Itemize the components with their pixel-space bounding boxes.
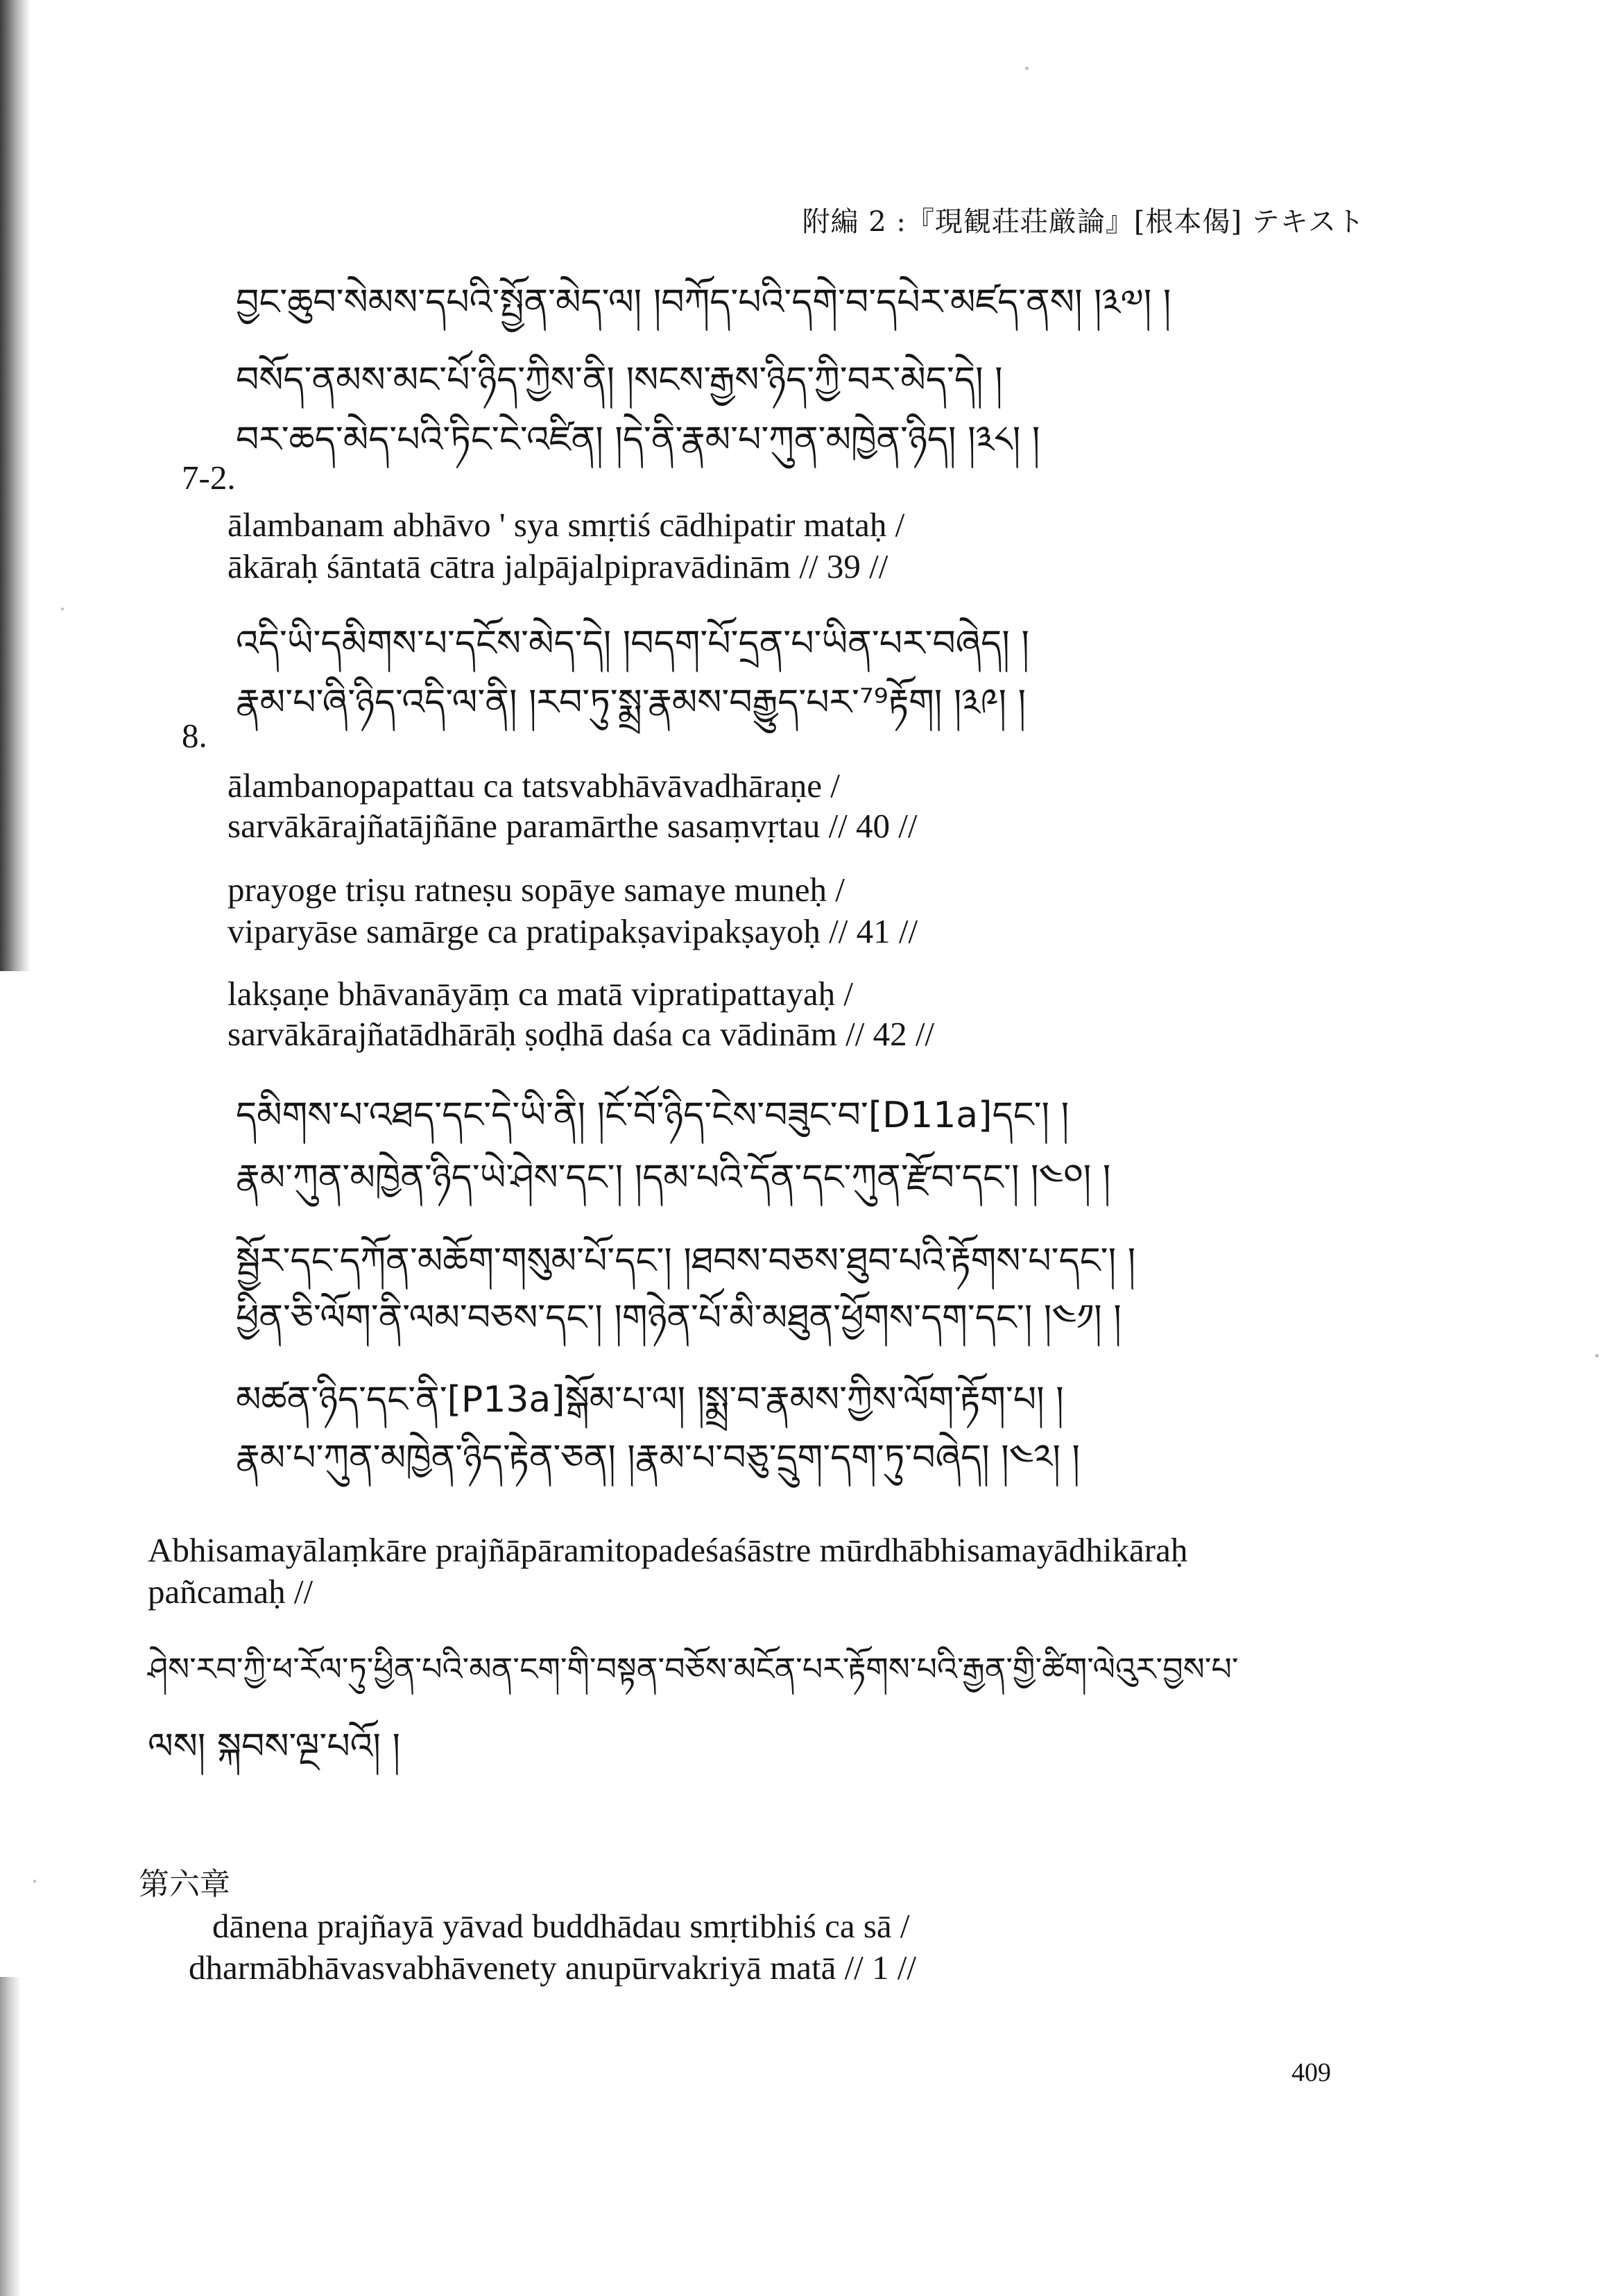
- tibetan-line: ཕྱིན་ཅི་ལོག་ནི་ལམ་བཅས་དང་། །གཉེན་པོ་མི་མཐུན་ཕྱོགས་དག་དང་། །༤༡། །: [236, 1297, 1122, 1339]
- sanskrit-line: viparyāse samārge ca pratipakṣavipakṣayoḥ // 41 //: [227, 912, 918, 950]
- colophon-sanskrit-line: Abhisamayālaṃkāre prajñāpāramitopadeśaśāstre mūrdhābhisamayādhikāraḥ: [148, 1531, 1188, 1569]
- chapter-heading: 第六章: [139, 1867, 230, 1902]
- scan-shadow-edge: [0, 0, 31, 971]
- sanskrit-line: sarvākārajñatājñāne paramārthe sasaṃvṛtau // 40 //: [227, 807, 918, 845]
- tibetan-line: རྣམ་པ་ཀུན་མཁྱེན་ཉིད་རྟེན་ཅན། །རྣམ་པ་བཅུ་དྲུག་དག་ཏུ་བཞེད། །༤༢། །: [236, 1437, 1080, 1479]
- tibetan-line: མཚན་ཉིད་དང་ནི་[P13a]སྒོམ་པ་ལ། །སྨྲ་བ་རྣམས་ཀྱིས་ལོག་རྟོག་པ། །: [236, 1379, 1064, 1421]
- tibetan-line: བྱང་ཆུབ་སེམས་དཔའི་སྤྱོན་མེད་ལ། །བཀོད་པའི་དགེ་བ་དཔེར་མཛད་ནས། །༣༧། །: [236, 282, 1171, 323]
- tibetan-line: དམིགས་པ་འཐད་དང་དེ་ཡི་ནི། །ངོ་བོ་ཉིད་ངེས་བཟུང་བ་[D11a]དང་། །: [236, 1095, 1070, 1136]
- sanskrit-line: lakṣaṇe bhāvanāyāṃ ca matā vipratipattayaḥ /: [227, 975, 854, 1013]
- scan-speck: [1025, 67, 1029, 70]
- page-number: 409: [1291, 2058, 1331, 2087]
- sanskrit-line: ākāraḥ śāntatā cātra jalpājalpipravādinām // 39 //: [227, 547, 888, 585]
- verse-number: 8.: [182, 717, 207, 755]
- colophon-tibetan-line: ལས། སྐབས་ལྔ་པའོ། །: [148, 1726, 401, 1767]
- scan-speck: [61, 608, 64, 610]
- tibetan-line: རྣམ་ཀུན་མཁྱེན་ཉིད་ཡེ་ཤེས་དང་། །དམ་པའི་དོན་དང་ཀུན་རྫོབ་དང་། །༤༠། །: [236, 1157, 1111, 1199]
- sanskrit-line: dharmābhāvasvabhāvenety anupūrvakriyā matā // 1 //: [189, 1948, 917, 1987]
- running-header: 附編 2 :『現観荘荘厳論』[根本偈] テキスト: [802, 206, 1365, 238]
- sanskrit-line: ālambanam abhāvo ' sya smṛtiś cādhipatir mataḥ /: [227, 506, 905, 544]
- tibetan-line: རྣམ་པ་ཞི་ཉིད་འདི་ལ་ནི། །རབ་ཏུ་སྨྲ་རྣམས་བརྒྱུད་པར་⁷⁹རྟོག། །༣༩། །: [236, 682, 1027, 723]
- tibetan-line: བར་ཆད་མེད་པའི་ཏིང་ངེ་འཛིན། །དེ་ནི་རྣམ་པ་ཀུན་མཁྱེན་ཉིད། །༣༨། །: [236, 419, 1040, 461]
- sanskrit-line: sarvākārajñatādhārāḥ ṣoḍhā daśa ca vādinām // 42 //: [227, 1015, 935, 1053]
- scan-speck: [33, 1880, 36, 1883]
- sanskrit-line: prayoge triṣu ratneṣu sopāye samaye muneḥ /: [227, 871, 845, 909]
- scan-shadow-edge-lower: [0, 1977, 21, 2296]
- tibetan-line: སྦྱོར་དང་དཀོན་མཆོག་གསུམ་པོ་དང་། །ཐབས་བཅས་ཐུབ་པའི་རྟོགས་པ་དང་། །: [236, 1240, 1136, 1282]
- tibetan-line: བསོད་ནམས་མང་པོ་ཉིད་ཀྱིས་ནི། །སངས་རྒྱས་ཉིད་ཀྱི་བར་མེད་དེ། །: [236, 359, 1003, 401]
- sanskrit-line: ālambanopapattau ca tatsvabhāvāvadhāraṇe /: [227, 766, 840, 805]
- colophon-tibetan-line: ཤེས་རབ་ཀྱི་ཕ་རོལ་ཏུ་ཕྱིན་པའི་མན་ངག་གི་བསྟན་བཅོས་མངོན་པར་རྟོགས་པའི་རྒྱན་གྱི་ཚིག་ལེའུར་བྱས་པ་: [148, 1650, 1239, 1688]
- verse-number: 7-2.: [182, 459, 236, 497]
- sanskrit-line: dānena prajñayā yāvad buddhādau smṛtibhiś ca sā /: [212, 1907, 910, 1945]
- tibetan-line: འདི་ཡི་དམིགས་པ་དངོས་མེད་དེ། །བདག་པོ་དྲན་པ་ཡིན་པར་བཞེད། །: [236, 623, 1029, 665]
- scan-speck: [1595, 1354, 1599, 1357]
- colophon-sanskrit-line: pañcamaḥ //: [148, 1573, 314, 1611]
